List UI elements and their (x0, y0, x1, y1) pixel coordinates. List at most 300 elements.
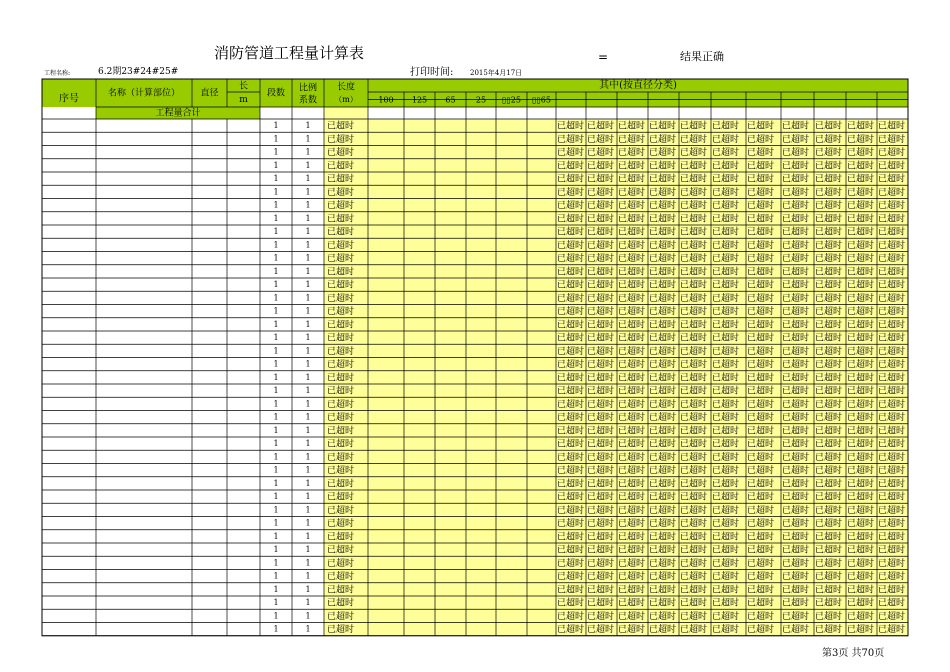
row-overflow-cell: 已超时 (847, 240, 875, 251)
row-overflow-cell: 已超时 (587, 320, 615, 331)
row-overflow-cell: 已超时 (618, 187, 646, 198)
row-overflow-cell: 已超时 (557, 227, 585, 238)
row-overflow-cell: 已超时 (815, 280, 843, 291)
row-overflow-cell: 已超时 (680, 386, 708, 397)
row-segments: 1 (273, 492, 279, 502)
row-overflow-cell: 已超时 (680, 625, 708, 636)
row-overflow-cell: 已超时 (680, 254, 708, 265)
row-overflow-cell: 已超时 (618, 148, 646, 159)
row-overflow-cell: 已超时 (878, 558, 906, 569)
row-length: 已超时 (327, 439, 355, 450)
row-overflow-cell: 已超时 (712, 320, 740, 331)
row-overflow-cell: 已超时 (782, 466, 810, 477)
row-overflow-cell: 已超时 (782, 161, 810, 172)
row-overflow-cell: 已超时 (587, 254, 615, 265)
row-overflow-cell: 已超时 (847, 333, 875, 344)
row-overflow-cell: 已超时 (712, 227, 740, 238)
row-overflow-cell: 已超时 (680, 452, 708, 463)
row-length: 已超时 (327, 161, 355, 172)
row-overflow-cell: 已超时 (649, 399, 677, 410)
result-status: 结果正确 (680, 50, 724, 63)
row-overflow-cell: 已超时 (557, 320, 585, 331)
row-overflow-cell: 已超时 (747, 439, 775, 450)
row-overflow-cell: 已超时 (587, 267, 615, 278)
row-overflow-cell: 已超时 (680, 466, 708, 477)
row-overflow-cell: 已超时 (680, 598, 708, 609)
row-overflow-cell: 已超时 (782, 452, 810, 463)
row-overflow-cell: 已超时 (587, 452, 615, 463)
row-overflow-cell: 已超时 (747, 386, 775, 397)
row-overflow-cell: 已超时 (649, 267, 677, 278)
row-overflow-cell: 已超时 (747, 452, 775, 463)
row-overflow-cell: 已超时 (618, 227, 646, 238)
row-overflow-cell: 已超时 (649, 558, 677, 569)
row-overflow-cell: 已超时 (618, 373, 646, 384)
row-ratio: 1 (305, 425, 311, 435)
row-overflow-cell: 已超时 (878, 439, 906, 450)
row-overflow-cell: 已超时 (847, 320, 875, 331)
row-overflow-cell: 已超时 (847, 466, 875, 477)
row-overflow-cell: 已超时 (847, 598, 875, 609)
row-ratio: 1 (305, 134, 311, 144)
row-overflow-cell: 已超时 (712, 346, 740, 357)
row-overflow-cell: 已超时 (782, 413, 810, 424)
row-overflow-cell: 已超时 (815, 386, 843, 397)
row-ratio: 1 (305, 478, 311, 488)
row-overflow-cell: 已超时 (680, 558, 708, 569)
row-overflow-cell: 已超时 (587, 585, 615, 596)
row-overflow-cell: 已超时 (782, 373, 810, 384)
header-seq: 序号 (59, 93, 79, 105)
row-ratio: 1 (305, 399, 311, 409)
row-overflow-cell: 已超时 (782, 479, 810, 490)
row-overflow-cell: 已超时 (649, 386, 677, 397)
row-overflow-cell: 已超时 (587, 505, 615, 516)
row-overflow-cell: 已超时 (782, 187, 810, 198)
row-overflow-cell: 已超时 (712, 558, 740, 569)
row-overflow-cell: 已超时 (557, 611, 585, 622)
row-length: 已超时 (327, 174, 355, 185)
row-ratio: 1 (305, 200, 311, 210)
row-overflow-cell: 已超时 (680, 134, 708, 145)
header-diameter: 直径 (200, 88, 219, 99)
row-overflow-cell: 已超时 (587, 625, 615, 636)
row-overflow-cell: 已超时 (587, 532, 615, 543)
row-overflow-cell: 已超时 (782, 134, 810, 145)
row-overflow-cell: 已超时 (815, 558, 843, 569)
row-overflow-cell: 已超时 (712, 121, 740, 132)
row-overflow-cell: 已超时 (878, 373, 906, 384)
row-overflow-cell: 已超时 (878, 307, 906, 318)
row-ratio: 1 (305, 465, 311, 475)
row-overflow-cell: 已超时 (847, 545, 875, 556)
row-overflow-cell: 已超时 (649, 360, 677, 371)
row-length: 已超时 (327, 214, 355, 225)
row-overflow-cell: 已超时 (747, 519, 775, 530)
row-overflow-cell: 已超时 (782, 227, 810, 238)
row-overflow-cell: 已超时 (557, 558, 585, 569)
row-overflow-cell: 已超时 (878, 452, 906, 463)
row-segments: 1 (273, 598, 279, 608)
row-overflow-cell: 已超时 (649, 545, 677, 556)
row-overflow-cell: 已超时 (557, 174, 585, 185)
row-overflow-cell: 已超时 (557, 479, 585, 490)
row-segments: 1 (273, 346, 279, 356)
row-overflow-cell: 已超时 (557, 346, 585, 357)
row-overflow-cell: 已超时 (712, 519, 740, 530)
row-overflow-cell: 已超时 (618, 360, 646, 371)
row-overflow-cell: 已超时 (557, 426, 585, 437)
row-overflow-cell: 已超时 (712, 373, 740, 384)
row-overflow-cell: 已超时 (712, 479, 740, 490)
row-ratio: 1 (305, 240, 311, 250)
row-overflow-cell: 已超时 (815, 293, 843, 304)
row-ratio: 1 (305, 492, 311, 502)
row-overflow-cell: 已超时 (782, 532, 810, 543)
row-length: 已超时 (327, 479, 355, 490)
row-overflow-cell: 已超时 (649, 240, 677, 251)
row-overflow-cell: 已超时 (587, 439, 615, 450)
row-overflow-cell: 已超时 (680, 585, 708, 596)
header-name: 名称（计算部位） (107, 88, 181, 99)
row-overflow-cell: 已超时 (878, 134, 906, 145)
row-overflow-cell: 已超时 (649, 227, 677, 238)
row-ratio: 1 (305, 280, 311, 290)
row-ratio: 1 (305, 386, 311, 396)
row-length: 已超时 (327, 121, 355, 132)
row-overflow-cell: 已超时 (747, 333, 775, 344)
row-overflow-cell: 已超时 (815, 360, 843, 371)
project-value: 6.2期23#24#25# (98, 67, 179, 77)
row-length: 已超时 (327, 625, 355, 636)
row-overflow-cell: 已超时 (680, 611, 708, 622)
row-overflow-cell: 已超时 (557, 452, 585, 463)
row-overflow-cell: 已超时 (878, 598, 906, 609)
row-overflow-cell: 已超时 (712, 267, 740, 278)
row-overflow-cell: 已超时 (680, 572, 708, 583)
row-overflow-cell: 已超时 (587, 333, 615, 344)
row-overflow-cell: 已超时 (847, 227, 875, 238)
row-overflow-cell: 已超时 (680, 346, 708, 357)
row-segments: 1 (273, 359, 279, 369)
row-overflow-cell: 已超时 (878, 267, 906, 278)
row-overflow-cell: 已超时 (712, 148, 740, 159)
print-time-value: 2015年4月17日 (470, 69, 523, 77)
row-overflow-cell: 已超时 (557, 492, 585, 503)
row-overflow-cell: 已超时 (557, 439, 585, 450)
row-overflow-cell: 已超时 (680, 426, 708, 437)
row-overflow-cell: 已超时 (815, 625, 843, 636)
row-overflow-cell: 已超时 (587, 373, 615, 384)
row-ratio: 1 (305, 319, 311, 329)
row-overflow-cell: 已超时 (847, 267, 875, 278)
row-overflow-cell: 已超时 (557, 267, 585, 278)
row-overflow-cell: 已超时 (587, 611, 615, 622)
row-overflow-cell: 已超时 (878, 413, 906, 424)
row-overflow-cell: 已超时 (878, 333, 906, 344)
row-ratio: 1 (305, 412, 311, 422)
row-overflow-cell: 已超时 (587, 293, 615, 304)
row-overflow-cell: 已超时 (557, 545, 585, 556)
row-ratio: 1 (305, 531, 311, 541)
row-overflow-cell: 已超时 (847, 585, 875, 596)
row-length: 已超时 (327, 452, 355, 463)
row-segments: 1 (273, 558, 279, 568)
row-overflow-cell: 已超时 (815, 479, 843, 490)
row-overflow-cell: 已超时 (557, 307, 585, 318)
row-overflow-cell: 已超时 (587, 280, 615, 291)
row-overflow-cell: 已超时 (815, 346, 843, 357)
row-overflow-cell: 已超时 (747, 466, 775, 477)
row-overflow-cell: 已超时 (649, 148, 677, 159)
row-segments: 1 (273, 174, 279, 184)
row-length: 已超时 (327, 598, 355, 609)
row-overflow-cell: 已超时 (649, 174, 677, 185)
row-overflow-cell: 已超时 (680, 227, 708, 238)
row-overflow-cell: 已超时 (878, 466, 906, 477)
header-length: 长度 (336, 82, 356, 93)
row-overflow-cell: 已超时 (747, 598, 775, 609)
row-ratio: 1 (305, 584, 311, 594)
row-overflow-cell: 已超时 (747, 227, 775, 238)
row-overflow-cell: 已超时 (712, 399, 740, 410)
row-overflow-cell: 已超时 (815, 452, 843, 463)
row-overflow-cell: 已超时 (618, 545, 646, 556)
row-overflow-cell: 已超时 (557, 148, 585, 159)
row-overflow-cell: 已超时 (618, 293, 646, 304)
row-overflow-cell: 已超时 (747, 161, 775, 172)
row-overflow-cell: 已超时 (782, 280, 810, 291)
header-ratio-line2: 系数 (298, 95, 318, 106)
row-segments: 1 (273, 200, 279, 210)
row-overflow-cell: 已超时 (649, 333, 677, 344)
row-segments: 1 (273, 412, 279, 422)
row-overflow-cell: 已超时 (747, 413, 775, 424)
row-overflow-cell: 已超时 (618, 254, 646, 265)
row-overflow-cell: 已超时 (747, 280, 775, 291)
row-ratio: 1 (305, 266, 311, 276)
row-overflow-cell: 已超时 (782, 426, 810, 437)
row-overflow-cell: 已超时 (618, 611, 646, 622)
row-overflow-cell: 已超时 (712, 492, 740, 503)
row-overflow-cell: 已超时 (782, 439, 810, 450)
row-overflow-cell: 已超时 (618, 240, 646, 251)
row-overflow-cell: 已超时 (747, 346, 775, 357)
row-overflow-cell: 已超时 (847, 214, 875, 225)
row-overflow-cell: 已超时 (782, 320, 810, 331)
row-overflow-cell: 已超时 (782, 519, 810, 530)
row-overflow-cell: 已超时 (847, 148, 875, 159)
row-overflow-cell: 已超时 (618, 598, 646, 609)
row-overflow-cell: 已超时 (878, 360, 906, 371)
row-ratio: 1 (305, 372, 311, 382)
row-overflow-cell: 已超时 (557, 293, 585, 304)
row-length: 已超时 (327, 254, 355, 265)
row-overflow-cell: 已超时 (557, 466, 585, 477)
row-overflow-cell: 已超时 (680, 479, 708, 490)
row-overflow-cell: 已超时 (712, 439, 740, 450)
row-overflow-cell: 已超时 (878, 532, 906, 543)
row-ratio: 1 (305, 598, 311, 608)
row-overflow-cell: 已超时 (747, 148, 775, 159)
row-length: 已超时 (327, 426, 355, 437)
header-diameter-1: 125 (411, 95, 428, 105)
row-overflow-cell: 已超时 (587, 545, 615, 556)
row-overflow-cell: 已超时 (557, 373, 585, 384)
row-overflow-cell: 已超时 (712, 187, 740, 198)
row-overflow-cell: 已超时 (557, 386, 585, 397)
row-overflow-cell: 已超时 (649, 519, 677, 530)
row-overflow-cell: 已超时 (680, 240, 708, 251)
row-ratio: 1 (305, 293, 311, 303)
sheet-title: 消防管道工程量计算表 (214, 44, 365, 62)
row-overflow-cell: 已超时 (557, 585, 585, 596)
row-overflow-cell: 已超时 (557, 360, 585, 371)
row-length: 已超时 (327, 466, 355, 477)
row-overflow-cell: 已超时 (557, 413, 585, 424)
row-overflow-cell: 已超时 (878, 572, 906, 583)
row-ratio: 1 (305, 624, 311, 634)
row-overflow-cell: 已超时 (878, 545, 906, 556)
row-overflow-cell: 已超时 (782, 293, 810, 304)
row-ratio: 1 (305, 439, 311, 449)
row-overflow-cell: 已超时 (815, 373, 843, 384)
row-overflow-cell: 已超时 (712, 254, 740, 265)
row-overflow-cell: 已超时 (815, 333, 843, 344)
row-overflow-cell: 已超时 (649, 452, 677, 463)
row-segments: 1 (273, 372, 279, 382)
row-overflow-cell: 已超时 (782, 121, 810, 132)
row-overflow-cell: 已超时 (587, 174, 615, 185)
header-diameter-4: ▯▯25 (502, 95, 521, 105)
row-overflow-cell: 已超时 (747, 479, 775, 490)
row-overflow-cell: 已超时 (878, 479, 906, 490)
row-segments: 1 (273, 253, 279, 263)
row-overflow-cell: 已超时 (847, 280, 875, 291)
row-overflow-cell: 已超时 (712, 214, 740, 225)
row-overflow-cell: 已超时 (712, 413, 740, 424)
row-overflow-cell: 已超时 (557, 187, 585, 198)
row-overflow-cell: 已超时 (815, 134, 843, 145)
row-ratio: 1 (305, 346, 311, 356)
row-overflow-cell: 已超时 (712, 240, 740, 251)
row-segments: 1 (273, 611, 279, 621)
row-overflow-cell: 已超时 (815, 611, 843, 622)
row-ratio: 1 (305, 505, 311, 515)
row-overflow-cell: 已超时 (878, 148, 906, 159)
row-overflow-cell: 已超时 (557, 161, 585, 172)
row-overflow-cell: 已超时 (815, 148, 843, 159)
row-segments: 1 (273, 518, 279, 528)
row-overflow-cell: 已超时 (747, 320, 775, 331)
row-overflow-cell: 已超时 (618, 505, 646, 516)
row-overflow-cell: 已超时 (878, 625, 906, 636)
row-overflow-cell: 已超时 (782, 505, 810, 516)
row-overflow-cell: 已超时 (712, 426, 740, 437)
row-overflow-cell: 已超时 (680, 201, 708, 212)
row-overflow-cell: 已超时 (878, 492, 906, 503)
row-ratio: 1 (305, 227, 311, 237)
row-overflow-cell: 已超时 (878, 426, 906, 437)
row-overflow-cell: 已超时 (847, 346, 875, 357)
header-diameter-2: 65 (445, 95, 456, 105)
row-overflow-cell: 已超时 (847, 373, 875, 384)
row-segments: 1 (273, 280, 279, 290)
row-overflow-cell: 已超时 (557, 598, 585, 609)
row-overflow-cell: 已超时 (847, 187, 875, 198)
row-overflow-cell: 已超时 (587, 598, 615, 609)
row-overflow-cell: 已超时 (587, 466, 615, 477)
row-overflow-cell: 已超时 (847, 572, 875, 583)
row-overflow-cell: 已超时 (618, 174, 646, 185)
row-overflow-cell: 已超时 (618, 585, 646, 596)
row-overflow-cell: 已超时 (712, 307, 740, 318)
row-overflow-cell: 已超时 (747, 399, 775, 410)
row-overflow-cell: 已超时 (847, 413, 875, 424)
row-length: 已超时 (327, 386, 355, 397)
row-segments: 1 (273, 478, 279, 488)
row-overflow-cell: 已超时 (847, 532, 875, 543)
row-overflow-cell: 已超时 (782, 598, 810, 609)
row-overflow-cell: 已超时 (815, 254, 843, 265)
row-overflow-cell: 已超时 (587, 519, 615, 530)
row-overflow-cell: 已超时 (618, 466, 646, 477)
row-overflow-cell: 已超时 (747, 426, 775, 437)
row-overflow-cell: 已超时 (712, 134, 740, 145)
row-overflow-cell: 已超时 (618, 625, 646, 636)
row-overflow-cell: 已超时 (747, 558, 775, 569)
row-segments: 1 (273, 266, 279, 276)
row-overflow-cell: 已超时 (557, 280, 585, 291)
row-overflow-cell: 已超时 (815, 161, 843, 172)
row-overflow-cell: 已超时 (815, 585, 843, 596)
header-segments: 段数 (266, 88, 286, 99)
row-overflow-cell: 已超时 (680, 280, 708, 291)
row-overflow-cell: 已超时 (649, 346, 677, 357)
row-overflow-cell: 已超时 (847, 505, 875, 516)
row-ratio: 1 (305, 333, 311, 343)
row-overflow-cell: 已超时 (747, 174, 775, 185)
row-segments: 1 (273, 399, 279, 409)
row-overflow-cell: 已超时 (815, 214, 843, 225)
row-overflow-cell: 已超时 (782, 558, 810, 569)
row-overflow-cell: 已超时 (878, 240, 906, 251)
row-overflow-cell: 已超时 (847, 360, 875, 371)
row-overflow-cell: 已超时 (747, 545, 775, 556)
row-overflow-cell: 已超时 (557, 572, 585, 583)
row-overflow-cell: 已超时 (649, 254, 677, 265)
row-overflow-cell: 已超时 (847, 452, 875, 463)
row-overflow-cell: 已超时 (587, 558, 615, 569)
row-length: 已超时 (327, 187, 355, 198)
row-overflow-cell: 已超时 (815, 227, 843, 238)
row-overflow-cell: 已超时 (747, 214, 775, 225)
header-length-unit2: （m） (334, 95, 358, 104)
row-overflow-cell: 已超时 (618, 479, 646, 490)
row-segments: 1 (273, 319, 279, 329)
row-overflow-cell: 已超时 (587, 134, 615, 145)
row-overflow-cell: 已超时 (587, 360, 615, 371)
row-overflow-cell: 已超时 (680, 505, 708, 516)
row-overflow-cell: 已超时 (649, 280, 677, 291)
row-overflow-cell: 已超时 (782, 360, 810, 371)
row-overflow-cell: 已超时 (649, 505, 677, 516)
row-segments: 1 (273, 465, 279, 475)
row-overflow-cell: 已超时 (680, 492, 708, 503)
row-overflow-cell: 已超时 (618, 333, 646, 344)
row-overflow-cell: 已超时 (649, 121, 677, 132)
row-overflow-cell: 已超时 (815, 439, 843, 450)
